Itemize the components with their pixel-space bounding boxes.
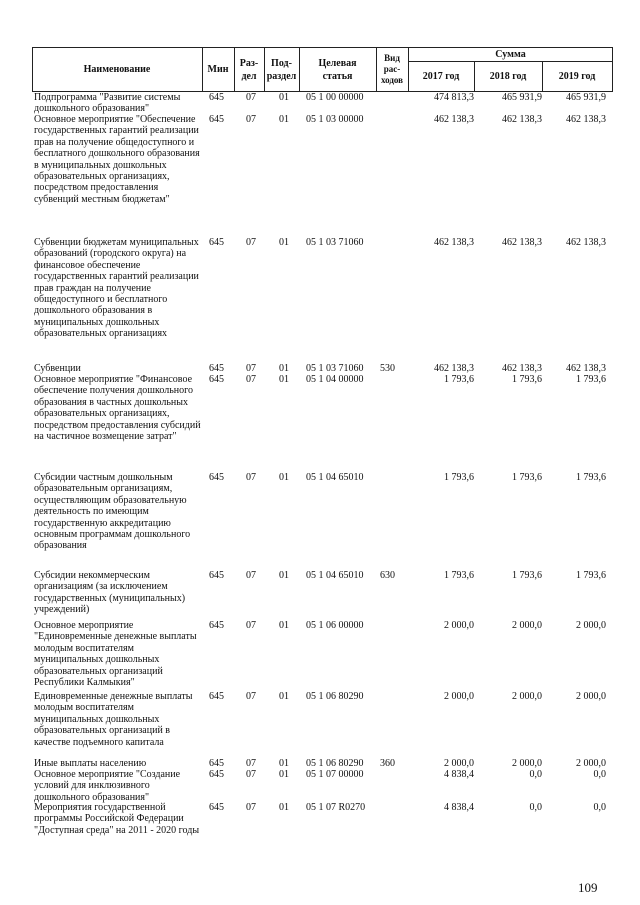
cell-y17: 4 838,4 [444, 802, 474, 813]
header-2017: 2017 год [422, 71, 460, 82]
cell-podr: 01 [279, 802, 289, 813]
cell-name: Основное мероприятие "Финансовое обеспечение получения дошкольного образования в частных дошкольных образовательных организациях, посредством предоставления субсидий на частичное возмещение затрат" [34, 374, 201, 443]
cell-min: 645 [209, 570, 224, 581]
cell-min: 645 [209, 802, 224, 813]
header-razdel: Раз- дел [239, 57, 259, 82]
cell-cs: 05 1 04 65010 [306, 472, 364, 483]
cell-razd: 07 [246, 570, 256, 581]
cell-name: Иные выплаты населению [34, 758, 147, 769]
cell-y17: 462 138,3 [434, 363, 474, 374]
cell-razd: 07 [246, 691, 256, 702]
cell-name: Субвенции бюджетам муниципальных образований (городского округа) на финансовое обеспечение государственных гарантий реализации прав граждан на получение общедоступного и бесплатного дошкольного образования в муниципальных дошкольных образовательных организациях [34, 237, 199, 340]
cell-podr: 01 [279, 363, 289, 374]
cell-y17: 2 000,0 [444, 691, 474, 702]
cell-y17: 2 000,0 [444, 758, 474, 769]
cell-razd: 07 [246, 92, 256, 103]
cell-y19: 0,0 [593, 769, 606, 780]
cell-razd: 07 [246, 363, 256, 374]
page-number: 109 [578, 880, 598, 895]
cell-y17: 474 813,3 [434, 92, 474, 103]
cell-name: Субсидии некоммерческим организациям (за исключением государственных (муниципальных) учреждений) [34, 570, 186, 616]
cell-y17: 1 793,6 [444, 570, 474, 581]
cell-name: Субсидии частным дошкольным образовательным организациям, осуществляющим образовательную деятельность по имеющим государственную аккредитацию основным программам дошкольного образования [34, 472, 191, 552]
cell-vr: 630 [380, 570, 395, 581]
cell-podr: 01 [279, 758, 289, 769]
cell-cs: 05 1 06 80290 [306, 691, 364, 702]
cell-y17: 462 138,3 [434, 237, 474, 248]
cell-y19: 1 793,6 [576, 570, 606, 581]
cell-y17: 462 138,3 [434, 114, 474, 125]
cell-podr: 01 [279, 114, 289, 125]
cell-y18: 462 138,3 [502, 237, 542, 248]
cell-y19: 462 138,3 [566, 363, 606, 374]
cell-vr: 530 [380, 363, 395, 374]
header-summa: Сумма [495, 48, 526, 60]
cell-cs: 05 1 00 00000 [306, 92, 364, 103]
cell-min: 645 [209, 374, 224, 385]
cell-min: 645 [209, 114, 224, 125]
cell-cs: 05 1 07 00000 [306, 769, 364, 780]
cell-y18: 0,0 [529, 769, 542, 780]
cell-y19: 465 931,9 [566, 92, 606, 103]
cell-y18: 2 000,0 [512, 758, 542, 769]
cell-podr: 01 [279, 237, 289, 248]
cell-cs: 05 1 03 00000 [306, 114, 364, 125]
header-podrazdel: Под- раздел [266, 57, 297, 82]
cell-razd: 07 [246, 374, 256, 385]
cell-y19: 1 793,6 [576, 472, 606, 483]
cell-podr: 01 [279, 472, 289, 483]
cell-y18: 2 000,0 [512, 691, 542, 702]
cell-min: 645 [209, 758, 224, 769]
cell-min: 645 [209, 472, 224, 483]
cell-y18: 2 000,0 [512, 620, 542, 631]
cell-podr: 01 [279, 620, 289, 631]
cell-min: 645 [209, 691, 224, 702]
cell-y17: 1 793,6 [444, 374, 474, 385]
cell-podr: 01 [279, 92, 289, 103]
cell-y19: 2 000,0 [576, 620, 606, 631]
cell-razd: 07 [246, 769, 256, 780]
cell-razd: 07 [246, 114, 256, 125]
cell-y18: 1 793,6 [512, 374, 542, 385]
cell-name: Основное мероприятие "Единовременные денежные выплаты молодым воспитателям муниципальных дошкольных образовательных организаций Республики Калмыкия" [34, 620, 197, 689]
cell-y19: 0,0 [593, 802, 606, 813]
cell-cs: 05 1 04 65010 [306, 570, 364, 581]
cell-razd: 07 [246, 802, 256, 813]
cell-vr: 360 [380, 758, 395, 769]
cell-y19: 2 000,0 [576, 691, 606, 702]
header-vr: Вид рас- ходов [380, 53, 404, 85]
header-cs: Целевая статья [318, 57, 357, 82]
cell-name: Субвенции [34, 363, 81, 374]
cell-y18: 1 793,6 [512, 472, 542, 483]
cell-y18: 465 931,9 [502, 92, 542, 103]
cell-min: 645 [209, 769, 224, 780]
cell-name: Основное мероприятие "Обеспечение государственных гарантий реализации прав на получение общедоступного и бесплатного дошкольного образования в муниципальных дошкольных образовательных организациях, посредством предоставления субвенций местным бюджетам" [34, 114, 200, 205]
cell-cs: 05 1 03 71060 [306, 363, 364, 374]
header-name: Наименование [83, 64, 151, 75]
cell-min: 645 [209, 620, 224, 631]
cell-y19: 1 793,6 [576, 374, 606, 385]
cell-razd: 07 [246, 472, 256, 483]
cell-podr: 01 [279, 374, 289, 385]
cell-podr: 01 [279, 570, 289, 581]
cell-cs: 05 1 04 00000 [306, 374, 364, 385]
cell-cs: 05 1 07 R0270 [306, 802, 366, 813]
cell-y19: 462 138,3 [566, 237, 606, 248]
header-2018: 2018 год [489, 71, 527, 82]
cell-y17: 4 838,4 [444, 769, 474, 780]
cell-cs: 05 1 06 00000 [306, 620, 364, 631]
cell-cs: 05 1 06 80290 [306, 758, 364, 769]
cell-podr: 01 [279, 691, 289, 702]
cell-razd: 07 [246, 237, 256, 248]
cell-y19: 2 000,0 [576, 758, 606, 769]
cell-min: 645 [209, 237, 224, 248]
header-2019: 2019 год [558, 71, 596, 82]
cell-y18: 1 793,6 [512, 570, 542, 581]
cell-y17: 1 793,6 [444, 472, 474, 483]
cell-min: 645 [209, 363, 224, 374]
cell-y17: 2 000,0 [444, 620, 474, 631]
cell-razd: 07 [246, 620, 256, 631]
cell-y18: 462 138,3 [502, 363, 542, 374]
cell-cs: 05 1 03 71060 [306, 237, 364, 248]
cell-y18: 0,0 [529, 802, 542, 813]
cell-min: 645 [209, 92, 224, 103]
cell-y19: 462 138,3 [566, 114, 606, 125]
cell-y18: 462 138,3 [502, 114, 542, 125]
header-min: Мин [207, 64, 229, 75]
cell-name: Единовременные денежные выплаты молодым воспитателям муниципальных дошкольных образовательных организаций в качестве подъемного капитала [34, 691, 193, 748]
cell-name: Основное мероприятие "Создание условий для инклюзивного дошкольного образования" [34, 769, 181, 803]
cell-name: Мероприятия государственной программы Российской Федерации "Доступная среда" на 2011 - 2020 годы [34, 802, 200, 836]
cell-razd: 07 [246, 758, 256, 769]
cell-name: Подпрограмма "Развитие системы дошкольного образования" [34, 92, 181, 115]
cell-podr: 01 [279, 769, 289, 780]
